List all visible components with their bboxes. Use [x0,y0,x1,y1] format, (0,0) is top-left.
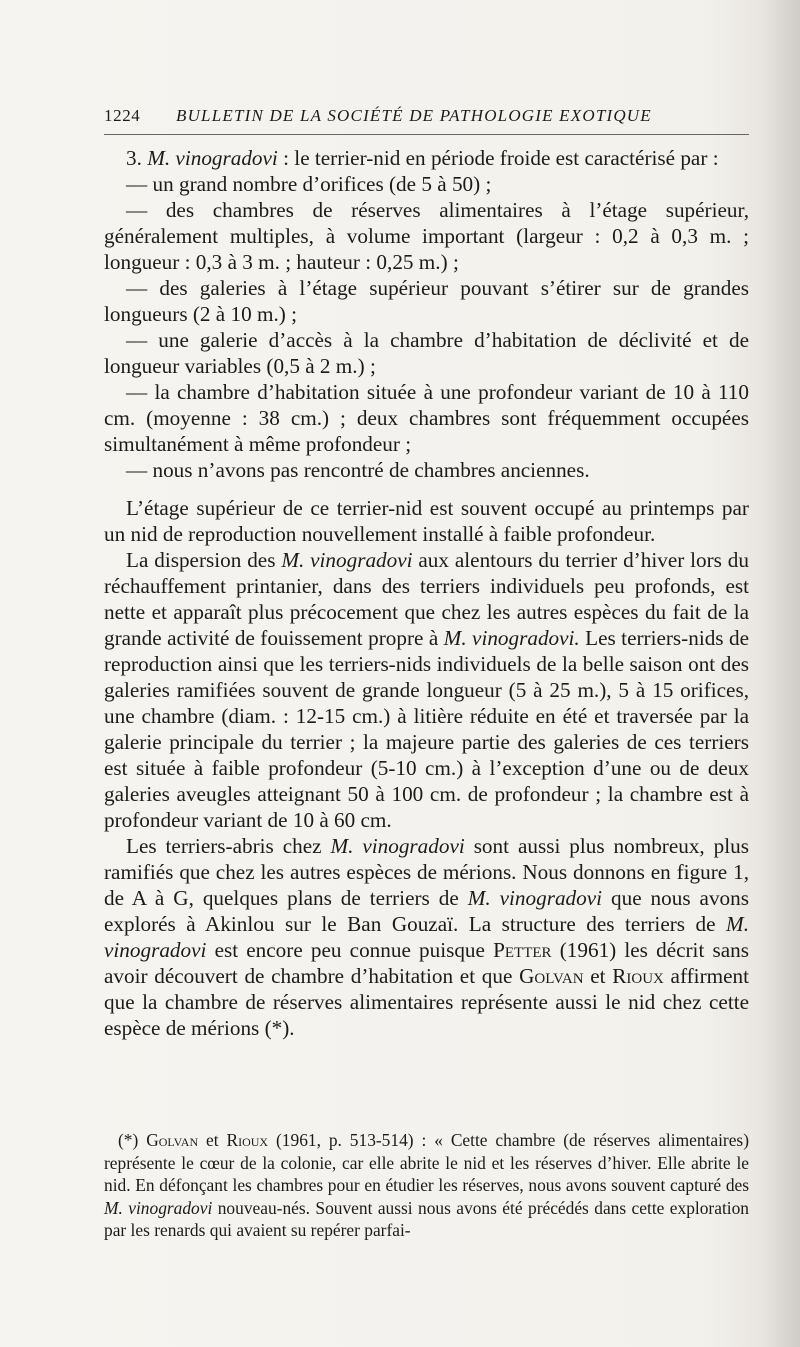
footnote-marker: (*) [118,1130,147,1150]
text-run: affirment que la chambre de réserves alimentaires représente aussi le nid chez cette espèce de mérions (*). [104,964,749,1040]
spacer [104,483,749,495]
author-name: Golvan [519,964,584,988]
list-item: — un grand nombre d’orifices (de 5 à 50) ; [126,172,492,196]
text-run: est encore peu connue puisque [206,938,494,962]
list-item: — nous n’avons pas rencontré de chambres anciennes. [126,458,590,482]
article-body [104,145,749,1041]
paragraph [104,547,749,833]
species-name: M. vinogradovi [330,834,465,858]
footnote [104,1129,749,1242]
text-run: La dispersion des [126,548,282,572]
paragraph: L’étage supérieur de ce terrier-nid est souvent occupé au printemps par un nid de reproduction nouvellement installé à faible profondeur. [104,496,749,546]
item-heading [104,145,749,171]
text-run: sont aussi plus nombreux, plus ramifiés que chez les autres espèces de mérions. Nous donnons en figure 1, de A à G, quelques plans de terriers de [104,834,749,910]
text-run: que nous avons explorés à Akinlou sur le Ban Gouzaï. La structure des terriers de [104,886,749,936]
text-run: Les terriers-nids de reproduction ainsi que les terriers-nids individuels de la belle saison ont des galeries ramifiées souvent de grande longueur (5 à 25 m.), 5 à 15 orifices, une chambre (diam. : 12-15 cm.) à litière réduite en été et traversée par la galerie principale du terrier ; la majeure partie des galeries de ces terriers est située à faible profondeur (5-10 cm.) à l’exception d’une ou de deux galeries aveugles atteignant 50 à 100 cm. de profondeur ; la chambre est à profondeur variant de 10 à 60 cm. [104,626,749,832]
author-name: Petter [493,938,552,962]
list-item: — des galeries à l’étage supérieur pouvant s’étirer sur de grandes longueurs (2 à 10 m.) ; [104,276,749,326]
journal-title: BULLETIN DE LA SOCIÉTÉ DE PATHOLOGIE EXOTIQUE [176,106,652,125]
page-number: 1224 [104,106,141,125]
author-name: Rioux [612,964,664,988]
species-name: M. vinogradovi [281,548,413,572]
paragraph [104,833,749,1041]
species-name: M. vinogradovi [467,886,603,910]
footnote-text [104,1129,749,1242]
author-name: Golvan [146,1130,199,1150]
text-run: et [583,964,613,988]
list-item: — la chambre d’habitation située à une profondeur variant de 10 à 110 cm. (moyenne : 38 cm.) ; deux chambres sont fréquemment occupées simultanément à même profondeur ; [104,380,749,456]
text-run: (1961) les décrit sans avoir découvert de chambre d’habitation et que [104,938,749,988]
text-run: nouveau-nés. Souvent aussi nous avons été précédés dans cette exploration par les renards qui avaient su repérer parfai- [104,1197,749,1240]
item-intro: : le terrier-nid en période froide est caractérisé par : [277,146,719,170]
text-run: et [198,1130,227,1150]
text-run: (1961, p. 513-514) : « Cette chambre (de réserves alimentaires) représente le cœur de la colonie, car elle abrite le nid et les réserves d’hiver. Elle abrite le nid. En défonçant les chambres pour en étudier les réserves, nous avons souvent capturé des [104,1130,749,1195]
species-name: M. vinogradovi. [443,626,580,650]
text-run: Les terriers-abris chez [126,834,331,858]
header-rule [104,134,749,135]
item-number: 3. [126,146,142,170]
author-name: Rioux [226,1130,269,1150]
species-name: M. vinogradovi [147,146,278,170]
list-item: — des chambres de réserves alimentaires à l’étage supérieur, généralement multiples, à volume important (largeur : 0,2 à 0,3 m. ; longueur : 0,3 à 3 m. ; hauteur : 0,25 m.) ; [104,198,749,274]
list-item: — une galerie d’accès à la chambre d’habitation de déclivité et de longueur variables (0,5 à 2 m.) ; [104,328,749,378]
text-run: aux alentours du terrier d’hiver lors du réchauffement printanier, dans des terriers individuels peu profonds, est nette et apparaît plus précocement que chez les autres espèces du fait de la grande activité de fouissement propre à [104,548,749,650]
species-name: M. vinogradovi [104,912,749,962]
species-name: M. vinogradovi [104,1197,213,1218]
